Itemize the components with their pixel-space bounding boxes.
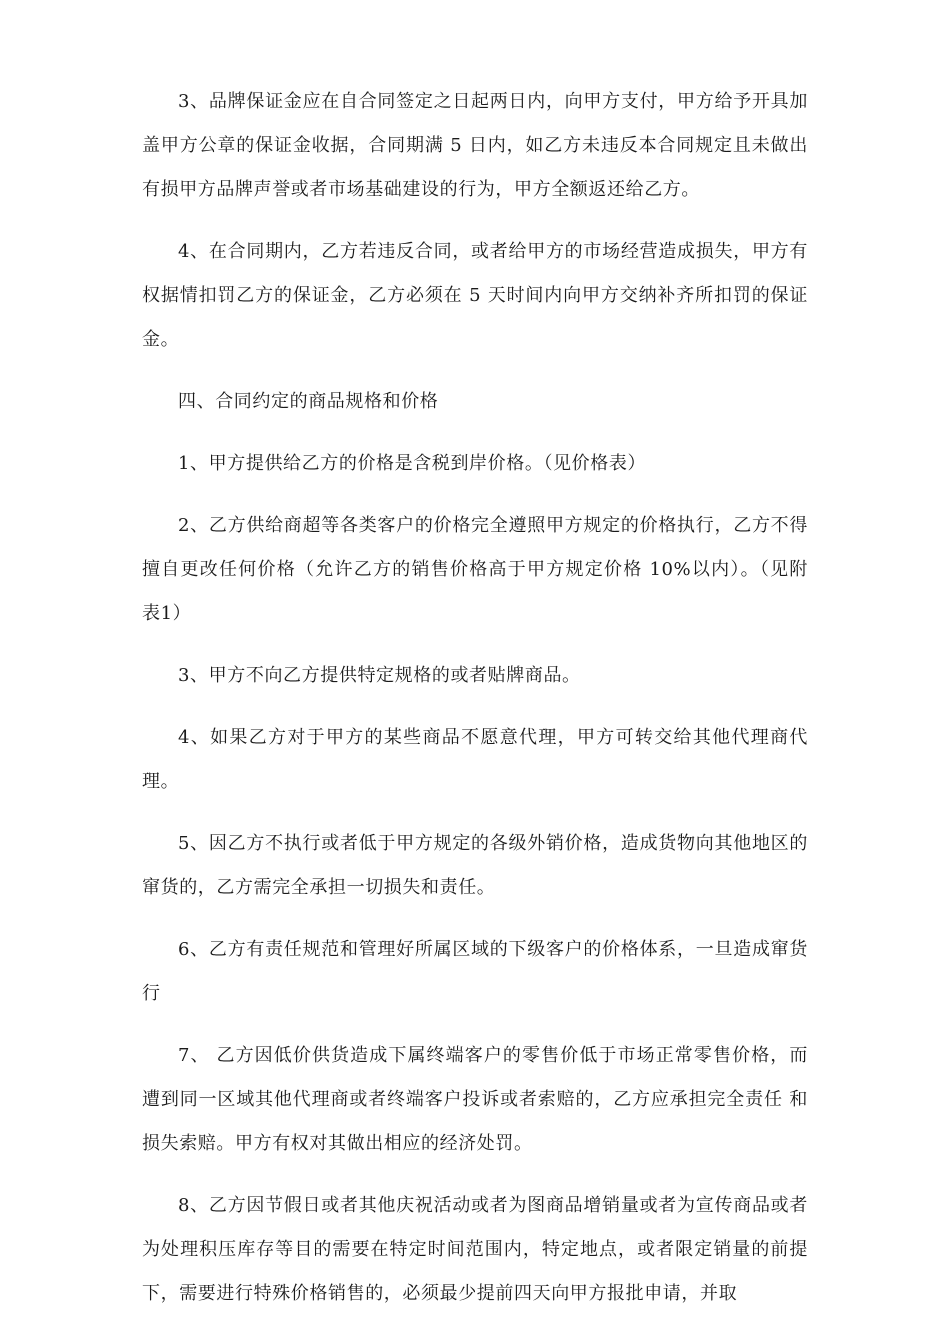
paragraph-price-item-3: 3、甲方不向乙方提供特定规格的或者贴牌商品。 [178, 665, 581, 686]
paragraph-price-item-2: 2、乙方供给商超等各类客户的价格完全遵照甲方规定的价格执行，乙方不得擅自更改任何价格（允许乙方的销售价格高于甲方规定价格 10%以内）。（见附 表1） [142, 515, 815, 624]
paragraph-price-item-4: 4、如果乙方对于甲方的某些商品不愿意代理，甲方可转交给其他代理商代理。 [142, 727, 808, 792]
section-heading-specs-prices: 四、合同约定的商品规格和价格 [178, 391, 439, 412]
paragraph-deposit-penalty: 4、在合同期内，乙方若违反合同，或者给甲方的市场经营造成损失，甲方有权据情扣罚乙方的保证金，乙方必须在 5 天时间内向甲方交纳补齐所扣罚的保证金。 [142, 241, 808, 350]
document-body [142, 80, 815, 1334]
paragraph-price-item-6: 6、乙方有责任规范和管理好所属区域的下级客户的价格体系，一旦造成窜货行 [142, 939, 808, 1004]
paragraph-price-item-5: 5、因乙方不执行或者低于甲方规定的各级外销价格，造成货物向其他地区的窜货的，乙方需完全承担一切损失和责任。 [142, 833, 808, 898]
paragraph-deposit-payment: 3、品牌保证金应在自合同签定之日起两日内，向甲方支付，甲方给予开具加盖甲方公章的保证金收据，合同期满 5 日内，如乙方未违反本合同规定且未做出有损甲方品牌声誉或者市场基础建设的行为，甲方全额返还给乙方。 [142, 91, 808, 200]
paragraph-price-item-1: 1、甲方提供给乙方的价格是含税到岸价格。（见价格表） [178, 453, 647, 474]
paragraph-price-item-8: 8、乙方因节假日或者其他庆祝活动或者为图商品增销量或者为宣传商品或者为处理积压库存等目的需要在特定时间范围内，特定地点，或者限定销量的前提下，需要进行特殊价格销售的，必须最少提前四天向甲方报批申请，并取 [142, 1195, 808, 1304]
paragraph-price-item-7: 7、 乙方因低价供货造成下属终端客户的零售价低于市场正常零售价格，而 遭到同一区域其他代理商或者终端客户投诉或者索赔的，乙方应承担完全责任 和损失索赔。甲方有权对其做出相应的经济处罚。 [142, 1045, 815, 1154]
